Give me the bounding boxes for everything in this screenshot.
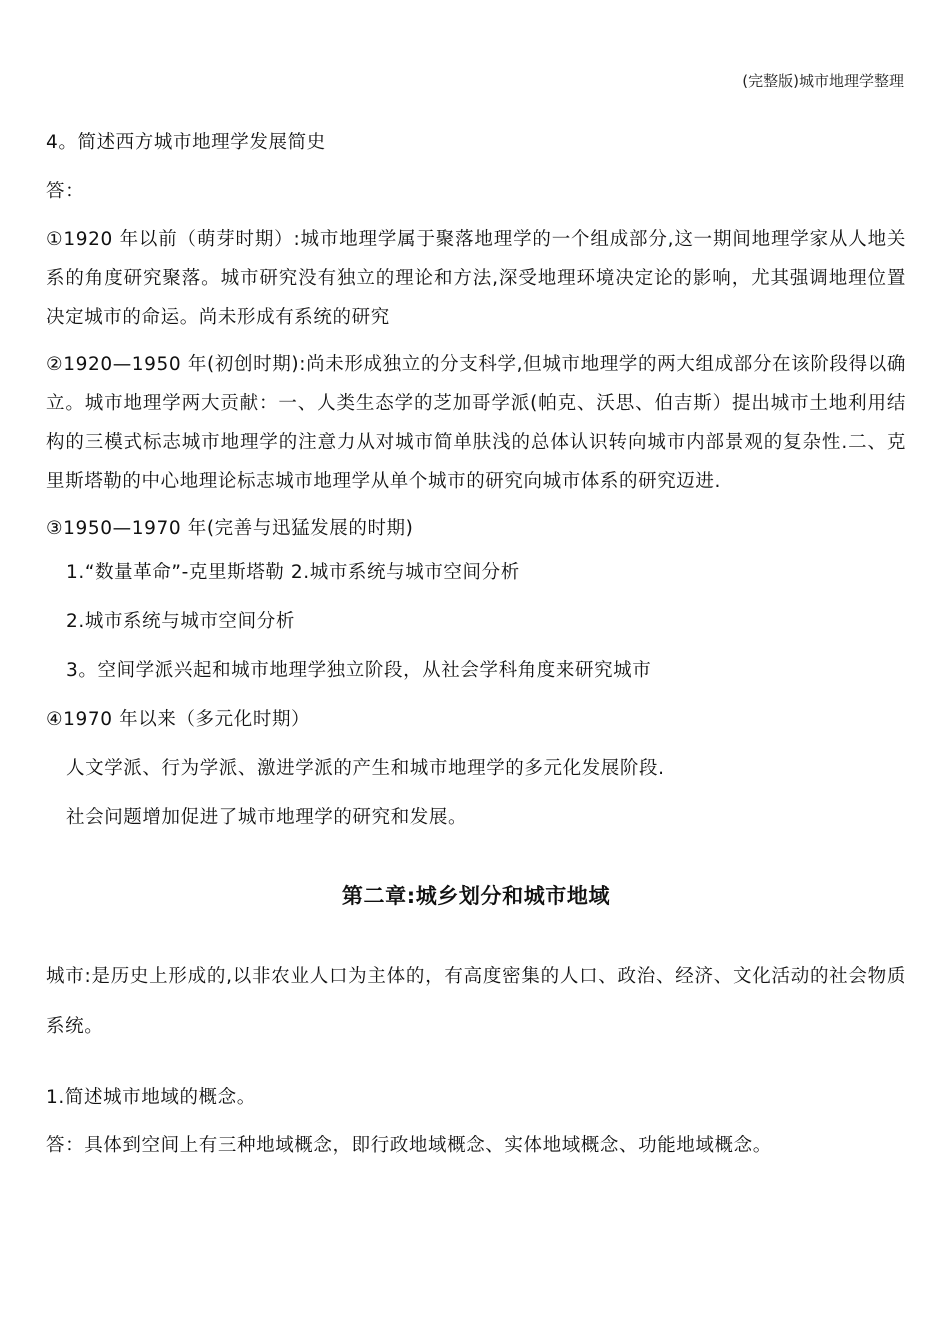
question-4-heading: 4。简述西方城市地理学发展简史: [46, 132, 326, 153]
question-1: 1.简述城市地域的概念。: [46, 1087, 256, 1108]
paragraph-stage-2: ②1920—1950 年(初创时期):尚未形成独立的分支科学,但城市地理学的两大组成部分在该阶段得以确立。城市地理学两大贡献：一、人类生态学的芝加哥学派(帕克、沃思、伯吉斯）提出城市土地利用结构的三模式标志城市地理学的注意力从对城市简单肤浅的总体认识转向城市内部景观的复杂性.二、克里斯塔勒的中心地理论标志城市地理学从单个城市的研究向城市体系的研究迈进.: [46, 354, 906, 492]
stage-4-item-1: 人文学派、行为学派、激进学派的产生和城市地理学的多元化发展阶段.: [66, 758, 665, 779]
spacer: [46, 1052, 906, 1074]
stage-3-item-3: 3。空间学派兴起和城市地理学独立阶段，从社会学科角度来研究城市: [66, 660, 652, 681]
stage-4-item-2: 社会问题增加促进了城市地理学的研究和发展。: [66, 807, 468, 828]
document-header-title: (完整版)城市地理学整理: [742, 72, 904, 90]
chapter-2-title: 第二章:城乡划分和城市地域: [341, 884, 611, 908]
city-definition: 城市:是历史上形成的,以非农业人口为主体的，有高度密集的人口、政治、经济、文化活动的社会物质系统。: [46, 966, 906, 1037]
document-body: [46, 118, 906, 1170]
answer-label: 答：: [46, 181, 85, 202]
paragraph-stage-4-heading: ④1970 年以来（多元化时期）: [46, 709, 311, 730]
answer-1: 答：具体到空间上有三种地域概念，即行政地域概念、实体地域概念、功能地域概念。: [46, 1135, 772, 1156]
stage-3-item-2: 2.城市系统与城市空间分析: [66, 611, 295, 632]
stage-3-item-1: 1.“数量革命”-克里斯塔勒 2.城市系统与城市空间分析: [66, 562, 520, 583]
paragraph-stage-3-heading: ③1950—1970 年(完善与迅猛发展的时期): [46, 518, 414, 539]
paragraph-stage-1: ①1920 年以前（萌芽时期）:城市地理学属于聚落地理学的一个组成部分,这一期间地理学家从人地关系的角度研究聚落。城市研究没有独立的理论和方法,深受地理环境决定论的影响，尤其强调地理位置决定城市的命运。尚未形成有系统的研究: [46, 229, 906, 328]
